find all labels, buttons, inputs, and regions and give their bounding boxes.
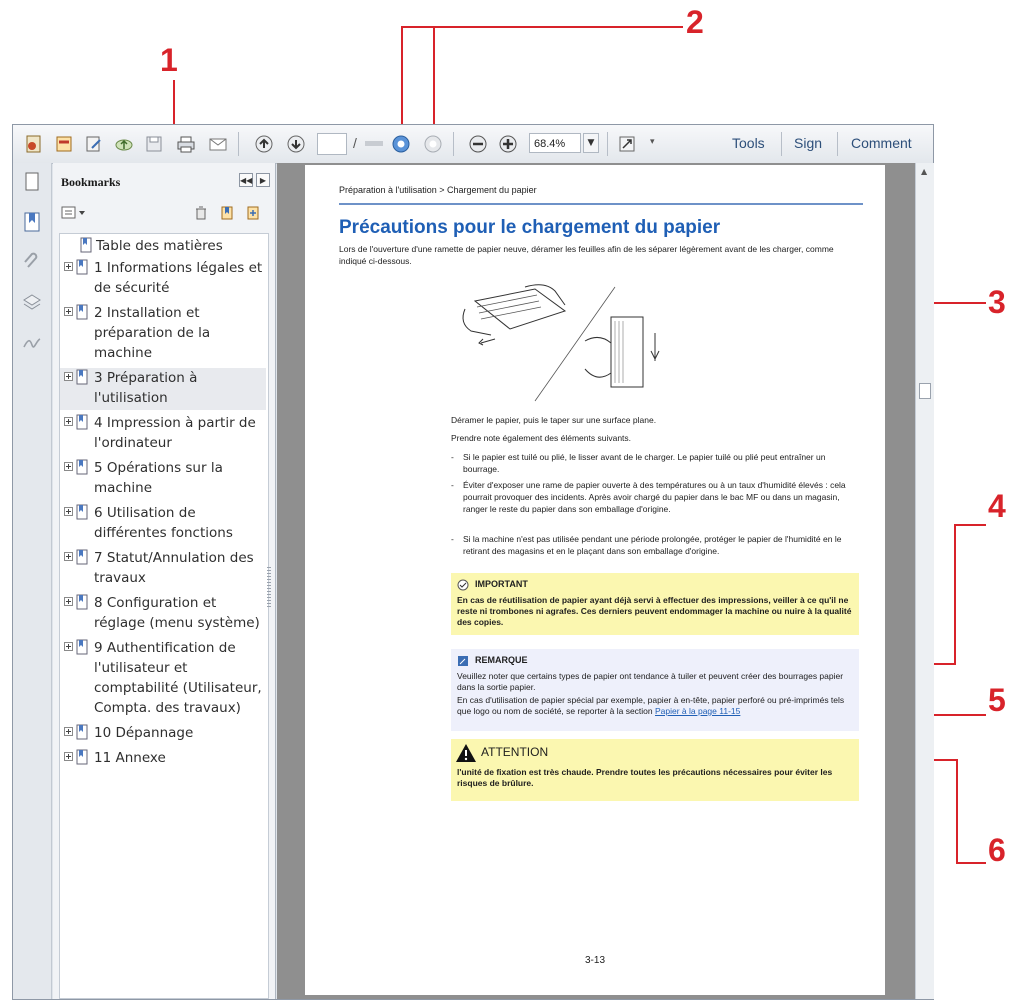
bookmark-icon [76, 749, 88, 765]
email-icon[interactable] [207, 133, 229, 155]
page-thumbnails-icon[interactable] [21, 171, 43, 193]
bookmark-item[interactable] [60, 638, 266, 720]
callout-2: 2 [686, 4, 704, 40]
bullet-text: Si la machine n'est pas utilisée pendant une période prolongée, protéger le papier de l'humidité en le retirant des magasins et en le plaçant dans son emballage d'origine. [463, 534, 842, 556]
expand-toggle[interactable] [64, 642, 73, 651]
expand-toggle[interactable] [64, 307, 73, 316]
remarque-text: Veuillez noter que certains types de papier ont tendance à tuiler et peuvent créer des bourrages papier dans la sortie papier. [457, 671, 844, 692]
print-icon[interactable] [175, 133, 197, 155]
expand-toggle[interactable] [64, 752, 73, 761]
expand-bookmark-icon[interactable] [245, 205, 261, 225]
bookmark-label: 6 Utilisation de différentes fonctions [94, 505, 233, 541]
toolbar-separator [607, 132, 608, 156]
bookmark-label: 10 Dépannage [94, 725, 194, 741]
bookmark-label: 3 Préparation à l'utilisation [94, 370, 198, 406]
callout-4-line-h1 [954, 524, 986, 526]
expand-toggle[interactable] [64, 262, 73, 271]
bookmark-item[interactable] [60, 413, 266, 455]
bookmark-item[interactable] [60, 458, 266, 500]
toolbar-separator [453, 132, 454, 156]
panel-menu-button[interactable]: ▶ [256, 173, 270, 187]
bookmark-icon [76, 724, 88, 740]
zoom-in-icon[interactable] [497, 133, 519, 155]
collapse-panel-button[interactable]: ◀◀ [239, 173, 253, 187]
fit-page-icon[interactable] [616, 133, 638, 155]
bullet-text: Si le papier est tuilé ou plié, le lisser avant de le charger. Le papier tuilé ou plié peut entraîner un bourrage. [463, 452, 826, 474]
callout-6-line-v [956, 759, 958, 864]
bookmark-item[interactable] [60, 303, 266, 365]
page-separator: / [353, 135, 357, 151]
expand-toggle[interactable] [64, 552, 73, 561]
bookmark-icon [76, 504, 88, 520]
page-reference-link[interactable]: Papier à la page 11-15 [654, 706, 741, 716]
callout-4-line-v [954, 524, 956, 664]
scroll-thumb[interactable] [919, 383, 931, 399]
important-box [451, 573, 859, 635]
zoom-dropdown-button[interactable]: ▼ [583, 133, 599, 153]
remarque-text-2 [457, 695, 853, 717]
callout-6-line-h2 [956, 862, 986, 864]
bookmark-label: 4 Impression à partir de l'ordinateur [94, 415, 256, 451]
bookmark-label: 8 Configuration et réglage (menu système) [94, 595, 260, 631]
bookmark-icon [76, 259, 88, 275]
header-rule [339, 203, 863, 205]
page-number: 3-13 [585, 955, 606, 966]
bullet-dot: - [451, 534, 454, 544]
save-icon[interactable] [143, 133, 165, 155]
bookmark-label: Table des matières [96, 238, 223, 254]
attention-box [451, 739, 859, 801]
bookmark-item[interactable] [60, 236, 266, 256]
new-bookmark-icon[interactable] [219, 205, 235, 225]
bookmark-item[interactable] [60, 258, 266, 300]
bookmark-item[interactable] [60, 748, 266, 768]
callout-3: 3 [988, 284, 1006, 320]
expand-toggle[interactable] [64, 597, 73, 606]
bookmark-item[interactable] [60, 723, 266, 743]
comment-button[interactable]: Comment [851, 135, 912, 151]
toolbar-separator [837, 132, 838, 156]
callout-5: 5 [988, 682, 1006, 718]
bookmark-item[interactable] [60, 548, 266, 590]
page-intro: Lors de l'ouverture d'une ramette de papier neuve, déramer les feuilles afin de les séparer légèrement avant de les charger, comme indiqué ci-dessous. [339, 244, 834, 266]
attention-text: l'unité de fixation est très chaude. Prendre toutes les précautions nécessaires pour éviter les risques de brûlure. [457, 767, 833, 788]
toolbar-separator [781, 132, 782, 156]
bullet-item [451, 533, 859, 557]
remarque-box [451, 649, 859, 731]
expand-toggle[interactable] [64, 462, 73, 471]
bookmark-item-selected[interactable] [60, 368, 266, 410]
zoom-out-page-icon[interactable] [390, 133, 412, 155]
expand-toggle[interactable] [64, 727, 73, 736]
signatures-icon[interactable] [21, 331, 43, 353]
tools-button[interactable]: Tools [732, 135, 765, 151]
expand-toggle[interactable] [64, 417, 73, 426]
important-heading: IMPORTANT [475, 579, 528, 589]
page-title: Précautions pour le chargement du papier [339, 217, 721, 238]
toolbar-separator [238, 132, 239, 156]
zoom-in-page-icon[interactable] [422, 133, 444, 155]
bookmark-icon [76, 459, 88, 475]
expand-toggle[interactable] [64, 372, 73, 381]
bookmark-icon [80, 237, 92, 253]
bookmark-label: 9 Authentification de l'utilisateur et comptabilité (Utilisateur, Compta. des travaux) [94, 640, 262, 716]
bookmark-label: 2 Installation et préparation de la machine [94, 305, 211, 361]
bullet-text: Éviter d'exposer une rame de papier ouverte à des températures ou à un taux d'humidité élevés : cela pourrait provoquer des incidents. Après avoir chargé du papier dans le bac MF ou dans un magasin, ranger le reste du papier dans son emballage d'origine. [463, 480, 846, 514]
cloud-upload-icon[interactable] [113, 133, 135, 155]
callout-6: 6 [988, 832, 1006, 868]
bookmarks-panel-title: Bookmarks [61, 175, 121, 189]
scroll-up-arrow-icon[interactable]: ▲ [921, 167, 928, 176]
attention-heading: ATTENTION [481, 745, 549, 759]
bookmarks-icon[interactable] [21, 211, 43, 233]
bullet-item [451, 451, 859, 475]
important-text: En cas de réutilisation de papier ayant déjà servi à effectuer des impressions, veiller à ce qu'il ne reste ni trombones ni agrafes. Ces derniers peuvent endommager la machine ou nuire à la qualité des copies. [457, 595, 852, 627]
bookmark-icon [76, 369, 88, 385]
bullet-item [451, 479, 859, 527]
note-icon [457, 655, 469, 667]
edit-icon[interactable] [83, 133, 105, 155]
callout-2-line-a [401, 26, 403, 136]
layers-icon[interactable] [21, 291, 43, 313]
page-breadcrumb: Préparation à l'utilisation > Chargement du papier [339, 185, 537, 195]
paper-fanning-illustration [455, 281, 705, 409]
check-circle-icon [457, 579, 469, 591]
bookmark-item[interactable] [60, 503, 266, 545]
create-pdf-icon[interactable] [23, 133, 45, 155]
attachments-icon[interactable] [21, 251, 43, 273]
bookmark-label: 1 Informations légales et de sécurité [94, 260, 263, 296]
bookmark-icon [76, 639, 88, 655]
remarque-heading: REMARQUE [475, 655, 528, 665]
toolbar [13, 125, 933, 164]
notes-intro: Prendre note également des éléments suivants. [451, 433, 632, 443]
callout-2-line-h [401, 26, 683, 28]
bookmark-label: 7 Statut/Annulation des travaux [94, 550, 254, 586]
panel-resize-handle[interactable] [267, 567, 271, 607]
callout-4: 4 [988, 488, 1006, 524]
document-page [305, 165, 885, 995]
bookmark-label: 5 Opérations sur la machine [94, 460, 223, 496]
zoom-level-input[interactable]: 68.4% [529, 133, 581, 153]
sign-button[interactable]: Sign [794, 135, 823, 151]
warning-icon [455, 743, 477, 763]
delete-bookmark-icon[interactable] [193, 205, 209, 225]
open-file-icon[interactable] [53, 133, 75, 155]
next-page-icon[interactable] [285, 133, 307, 155]
bookmark-options-icon[interactable] [61, 205, 87, 225]
bookmark-icon [76, 304, 88, 320]
vertical-scrollbar[interactable] [915, 163, 934, 999]
bookmark-icon [76, 549, 88, 565]
previous-page-icon[interactable] [253, 133, 275, 155]
bookmark-icon [76, 594, 88, 610]
document-view[interactable] [277, 163, 915, 999]
bookmarks-panel [53, 163, 276, 999]
bookmark-item[interactable] [60, 593, 266, 635]
page-number-input[interactable] [317, 133, 347, 155]
bookmarks-tree [59, 233, 269, 999]
bookmark-label: 11 Annexe [94, 750, 166, 766]
remarque-text-2-body: En cas d'utilisation de papier spécial par exemple, papier à en-tête, papier perforé ou pré-imprimés tels que logo ou nom de société, se reporter à la section [457, 695, 845, 716]
zoom-out-icon[interactable] [467, 133, 489, 155]
callout-1: 1 [160, 42, 178, 78]
bullet-dot: - [451, 480, 454, 490]
bookmark-icon [76, 414, 88, 430]
illustration-caption: Déramer le papier, puis le taper sur une surface plane. [451, 415, 657, 425]
fit-dropdown-icon[interactable]: ▾ [650, 137, 655, 147]
navigation-pane-strip [13, 163, 52, 999]
expand-toggle[interactable] [64, 507, 73, 516]
page-count [365, 141, 383, 146]
callout-2-line-b [433, 26, 435, 136]
pdf-reader-window [12, 124, 934, 1000]
bullet-dot: - [451, 452, 454, 462]
